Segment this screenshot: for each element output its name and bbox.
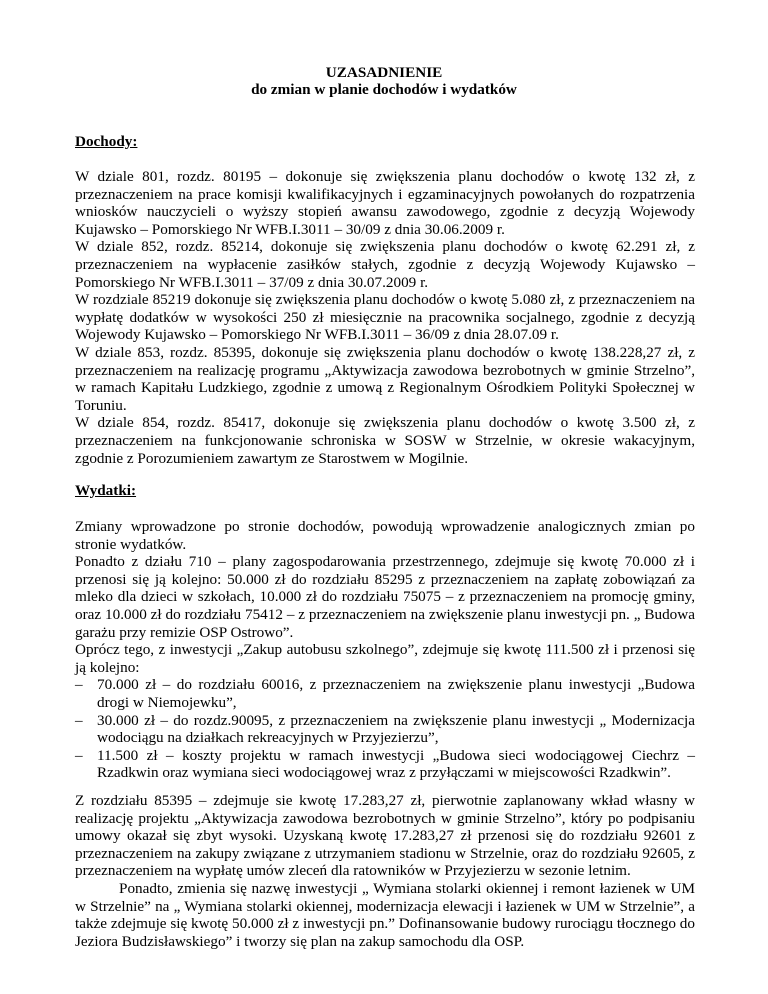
wydatki-paragraph-3: Oprócz tego, z inwestycji „Zakup autobusu szkolnego”, zdejmuje się kwotę 111.500 zł i przenosi się ją kolejno: <box>75 641 695 676</box>
dochody-paragraph: W dziale 852, rozdz. 85214, dokonuje się zwiększenia planu dochodów o kwotę 62.291 zł, z przeznaczeniem na wypłacenie zasiłków stałych, zgodnie z decyzją Wojewody Kujawsko – Pomorskiego Nr WFB.I.3011 – 37/09 z dnia 30.07.2009 r. <box>75 238 695 291</box>
wydatki-heading: Wydatki: <box>75 482 137 499</box>
dochody-paragraph: W dziale 853, rozdz. 85395, dokonuje się zwiększenia planu dochodów o kwotę 138.228,27 zł, z przeznaczeniem na realizację programu „Aktywizacja zawodowa bezrobotnych w gminie Strzelno”, w ramach Kapitału Ludzkiego, zgodnie z umową z Regionalnym Ośrodkiem Polityki Społecznej w Toruniu. <box>75 343 695 414</box>
wydatki-paragraph-5: Ponadto, zmienia się nazwę inwestycji „ Wymiana stolarki okiennej i remont łazienek w UM w Strzelnie” na „ Wymiana stolarki okiennej, modernizacja elewacji i łazienek w UM w Strzelnie”, a także zdejmuje się kwotę 50.000 zł z inwestycji pn.” Dofinansowanie budowy rurociągu tłocznego do Jeziora Budzisławskiego” i tworzy się plan na zakup samochodu dla OSP. <box>75 879 695 950</box>
dochody-paragraph: W dziale 854, rozdz. 85417, dokonuje się zwiększenia planu dochodów o kwotę 3.500 zł, z przeznaczeniem na funkcjonowanie schroniska w SOSW w Strzelnie, w okresie wakacyjnym, zgodnie z Porozumieniem zawartym ze Starostwem w Mogilnie. <box>75 414 695 467</box>
list-item-text: 70.000 zł – do rozdziału 60016, z przeznaczeniem na zwiększenie planu inwestycji „Budowa drogi w Niemojewku”, <box>97 676 695 711</box>
list-item <box>75 712 695 747</box>
dash-bullet: – <box>75 676 83 694</box>
wydatki-paragraph-2: Ponadto z działu 710 – plany zagospodarowania przestrzennego, zdejmuje się kwotę 70.000 zł i przenosi się ją kolejno: 50.000 zł do rozdziału 85295 z przeznaczeniem na zapłatę zobowiązań za mleko dla dzieci w szkołach, 10.000 zł do rozdziału 75075 – z przeznaczeniem na promocję gminy, oraz 10.000 zł do rozdziału 75412 – z przeznaczeniem na zwiększenie planu inwestycji pn. „ Budowa garażu przy remizie OSP Ostrowo”. <box>75 553 695 641</box>
document-title <box>0 64 768 98</box>
closing-section <box>75 792 695 950</box>
dash-bullet: – <box>75 746 83 764</box>
dochody-paragraph: W dziale 801, rozdz. 80195 – dokonuje się zwiększenia planu dochodów o kwotę 132 zł, z przeznaczeniem na prace komisji kwalifikacyjnych i egzaminacyjnych powołanych do rozpatrzenia wniosków nauczycieli o wyższy stopień awansu zawodowego, zgodnie z decyzją Wojewody Kujawsko – Pomorskiego Nr WFB.I.3011 – 30/09 z dnia 30.06.2009 r. <box>75 168 695 238</box>
dochody-section <box>75 168 695 467</box>
list-item <box>75 676 695 711</box>
list-item-text: 30.000 zł – do rozdz.90095, z przeznaczeniem na zwiększenie planu inwestycji „ Modernizacja wodociągu na działkach rekreacyjnych w Przyjezierzu”, <box>97 711 695 747</box>
title-line-2: do zmian w planie dochodów i wydatków <box>251 81 517 98</box>
title-line-1: UZASADNIENIE <box>325 64 443 81</box>
wydatki-paragraph-4: Z rozdziału 85395 – zdejmuje sie kwotę 17.283,27 zł, pierwotnie zaplanowany wkład własny w realizację projektu „Aktywizacja zawodowa bezrobotnych w gminie Strzelno”, który po podpisaniu umowy okazał się zbyt wysoki. Uzyskaną kwotę 17.283,27 zł przenosi się do rozdziału 92601 z przeznaczeniem na zakupy związane z utrzymaniem stadionu w Strzelnie, oraz do rozdziału 92605, z przeznaczeniem na wypłatę umów zleceń dla ratowników w Przyjezierzu w sezonie letnim. <box>75 792 695 880</box>
list-item <box>75 747 695 782</box>
dochody-heading: Dochody: <box>75 133 138 150</box>
wydatki-paragraph-1: Zmiany wprowadzone po stronie dochodów, powodują wprowadzenie analogicznych zmian po stronie wydatków. <box>75 518 695 553</box>
wydatki-section <box>75 518 695 782</box>
list-item-text: 11.500 zł – koszty projektu w ramach inwestycji „Budowa sieci wodociągowej Ciechrz – Rzadkwin oraz wymiana sieci wodociągowej wraz z przyłączami w miejscowości Rzadkwin”. <box>97 746 695 782</box>
dochody-paragraph: W rozdziale 85219 dokonuje się zwiększenia planu dochodów o kwotę 5.080 zł, z przeznaczeniem na wypłatę dodatków w wysokości 250 zł miesięcznie na pracownika socjalnego, zgodnie z decyzją Wojewody Kujawsko – Pomorskiego Nr WFB.I.3011 – 36/09 z dnia 28.07.09 r. <box>75 291 695 344</box>
transfer-list <box>75 676 695 782</box>
dash-bullet: – <box>75 711 83 729</box>
